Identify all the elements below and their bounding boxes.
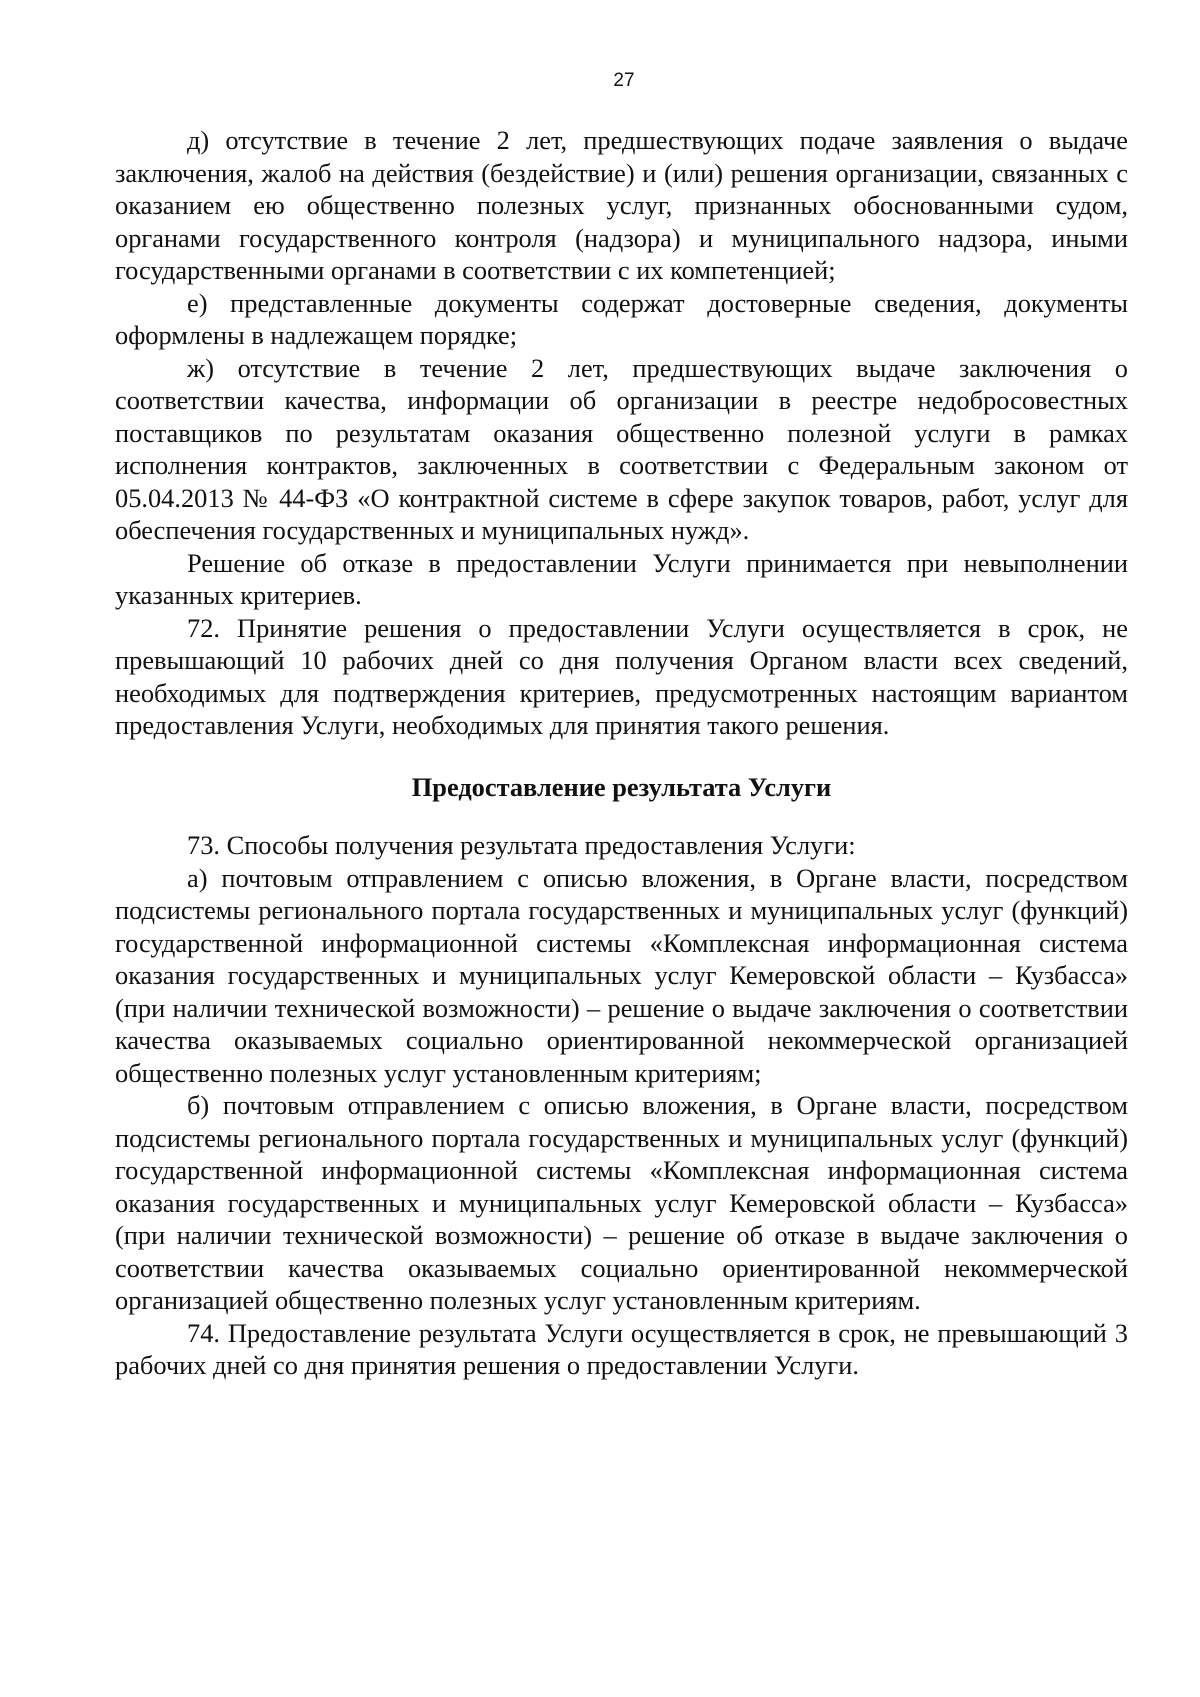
paragraph-item-a: а) почтовым отправлением с описью вложения, в Органе власти, посредством подсистемы регионального портала государственных и муниципальных услуг (функций) государственной информационной системы «Комплексная информационная система оказания государственных и муниципальных услуг Кемеровской области – Кузбасса» (при наличии технической возможности) – решение о выдаче заключения о соответствии качества оказываемых социально ориентированной некоммерческой организацией общественно полезных услуг установленным критериям; xyxy=(115,862,1128,1088)
paragraph-item-zh: ж) отсутствие в течение 2 лет, предшествующих выдаче заключения о соответствии качества, информации об организации в реестре недобросовестных поставщиков по результатам оказания общественно полезной услуги в рамках исполнения контрактов, заключенных в соответствии с Федеральным законом от 05.04.2013 № 44-ФЗ «О контрактной системе в сфере закупок товаров, работ, услуг для обеспечения государственных и муниципальных нужд». xyxy=(115,352,1128,545)
document-body xyxy=(115,124,1128,1382)
paragraph-item-b: б) почтовым отправлением с описью вложения, в Органе власти, посредством подсистемы регионального портала государственных и муниципальных услуг (функций) государственной информационной системы «Комплексная информационная система оказания государственных и муниципальных услуг Кемеровской области – Кузбасса» (при наличии технической возможности) – решение об отказе в выдаче заключения о соответствии качества оказываемых социально ориентированной некоммерческой организацией общественно полезных услуг установленным критериям. xyxy=(115,1090,1128,1315)
page-number: 27 xyxy=(613,70,635,91)
section-heading: Предоставление результата Услуги xyxy=(411,771,832,802)
paragraph-refusal-decision: Решение об отказе в предоставлении Услуги принимается при невыполнении указанных критериев. xyxy=(115,547,1128,610)
paragraph-item-e: е) представленные документы содержат достоверные сведения, документы оформлены в надлежащем порядке; xyxy=(115,287,1128,350)
paragraph-item-d: д) отсутствие в течение 2 лет, предшествующих подаче заявления о выдаче заключения, жалоб на действия (бездействие) и (или) решения организации, связанных с оказанием ею общественно полезных услуг, признанных обоснованными судом, органами государственного контроля (надзора) и муниципального надзора, иными государственными органами в соответствии с их компетенцией; xyxy=(115,125,1128,285)
paragraph-72: 72. Принятие решения о предоставлении Услуги осуществляется в срок, не превышающий 10 рабочих дней со дня получения Органом власти всех сведений, необходимых для подтверждения критериев, предусмотренных настоящим вариантом предоставления Услуги, необходимых для принятия такого решения. xyxy=(115,612,1128,740)
paragraph-73: 73. Способы получения результата предоставления Услуги: xyxy=(187,830,856,860)
paragraph-74: 74. Предоставление результата Услуги осуществляется в срок, не превышающий 3 рабочих дней со дня принятия решения о предоставлении Услуги. xyxy=(115,1317,1128,1380)
